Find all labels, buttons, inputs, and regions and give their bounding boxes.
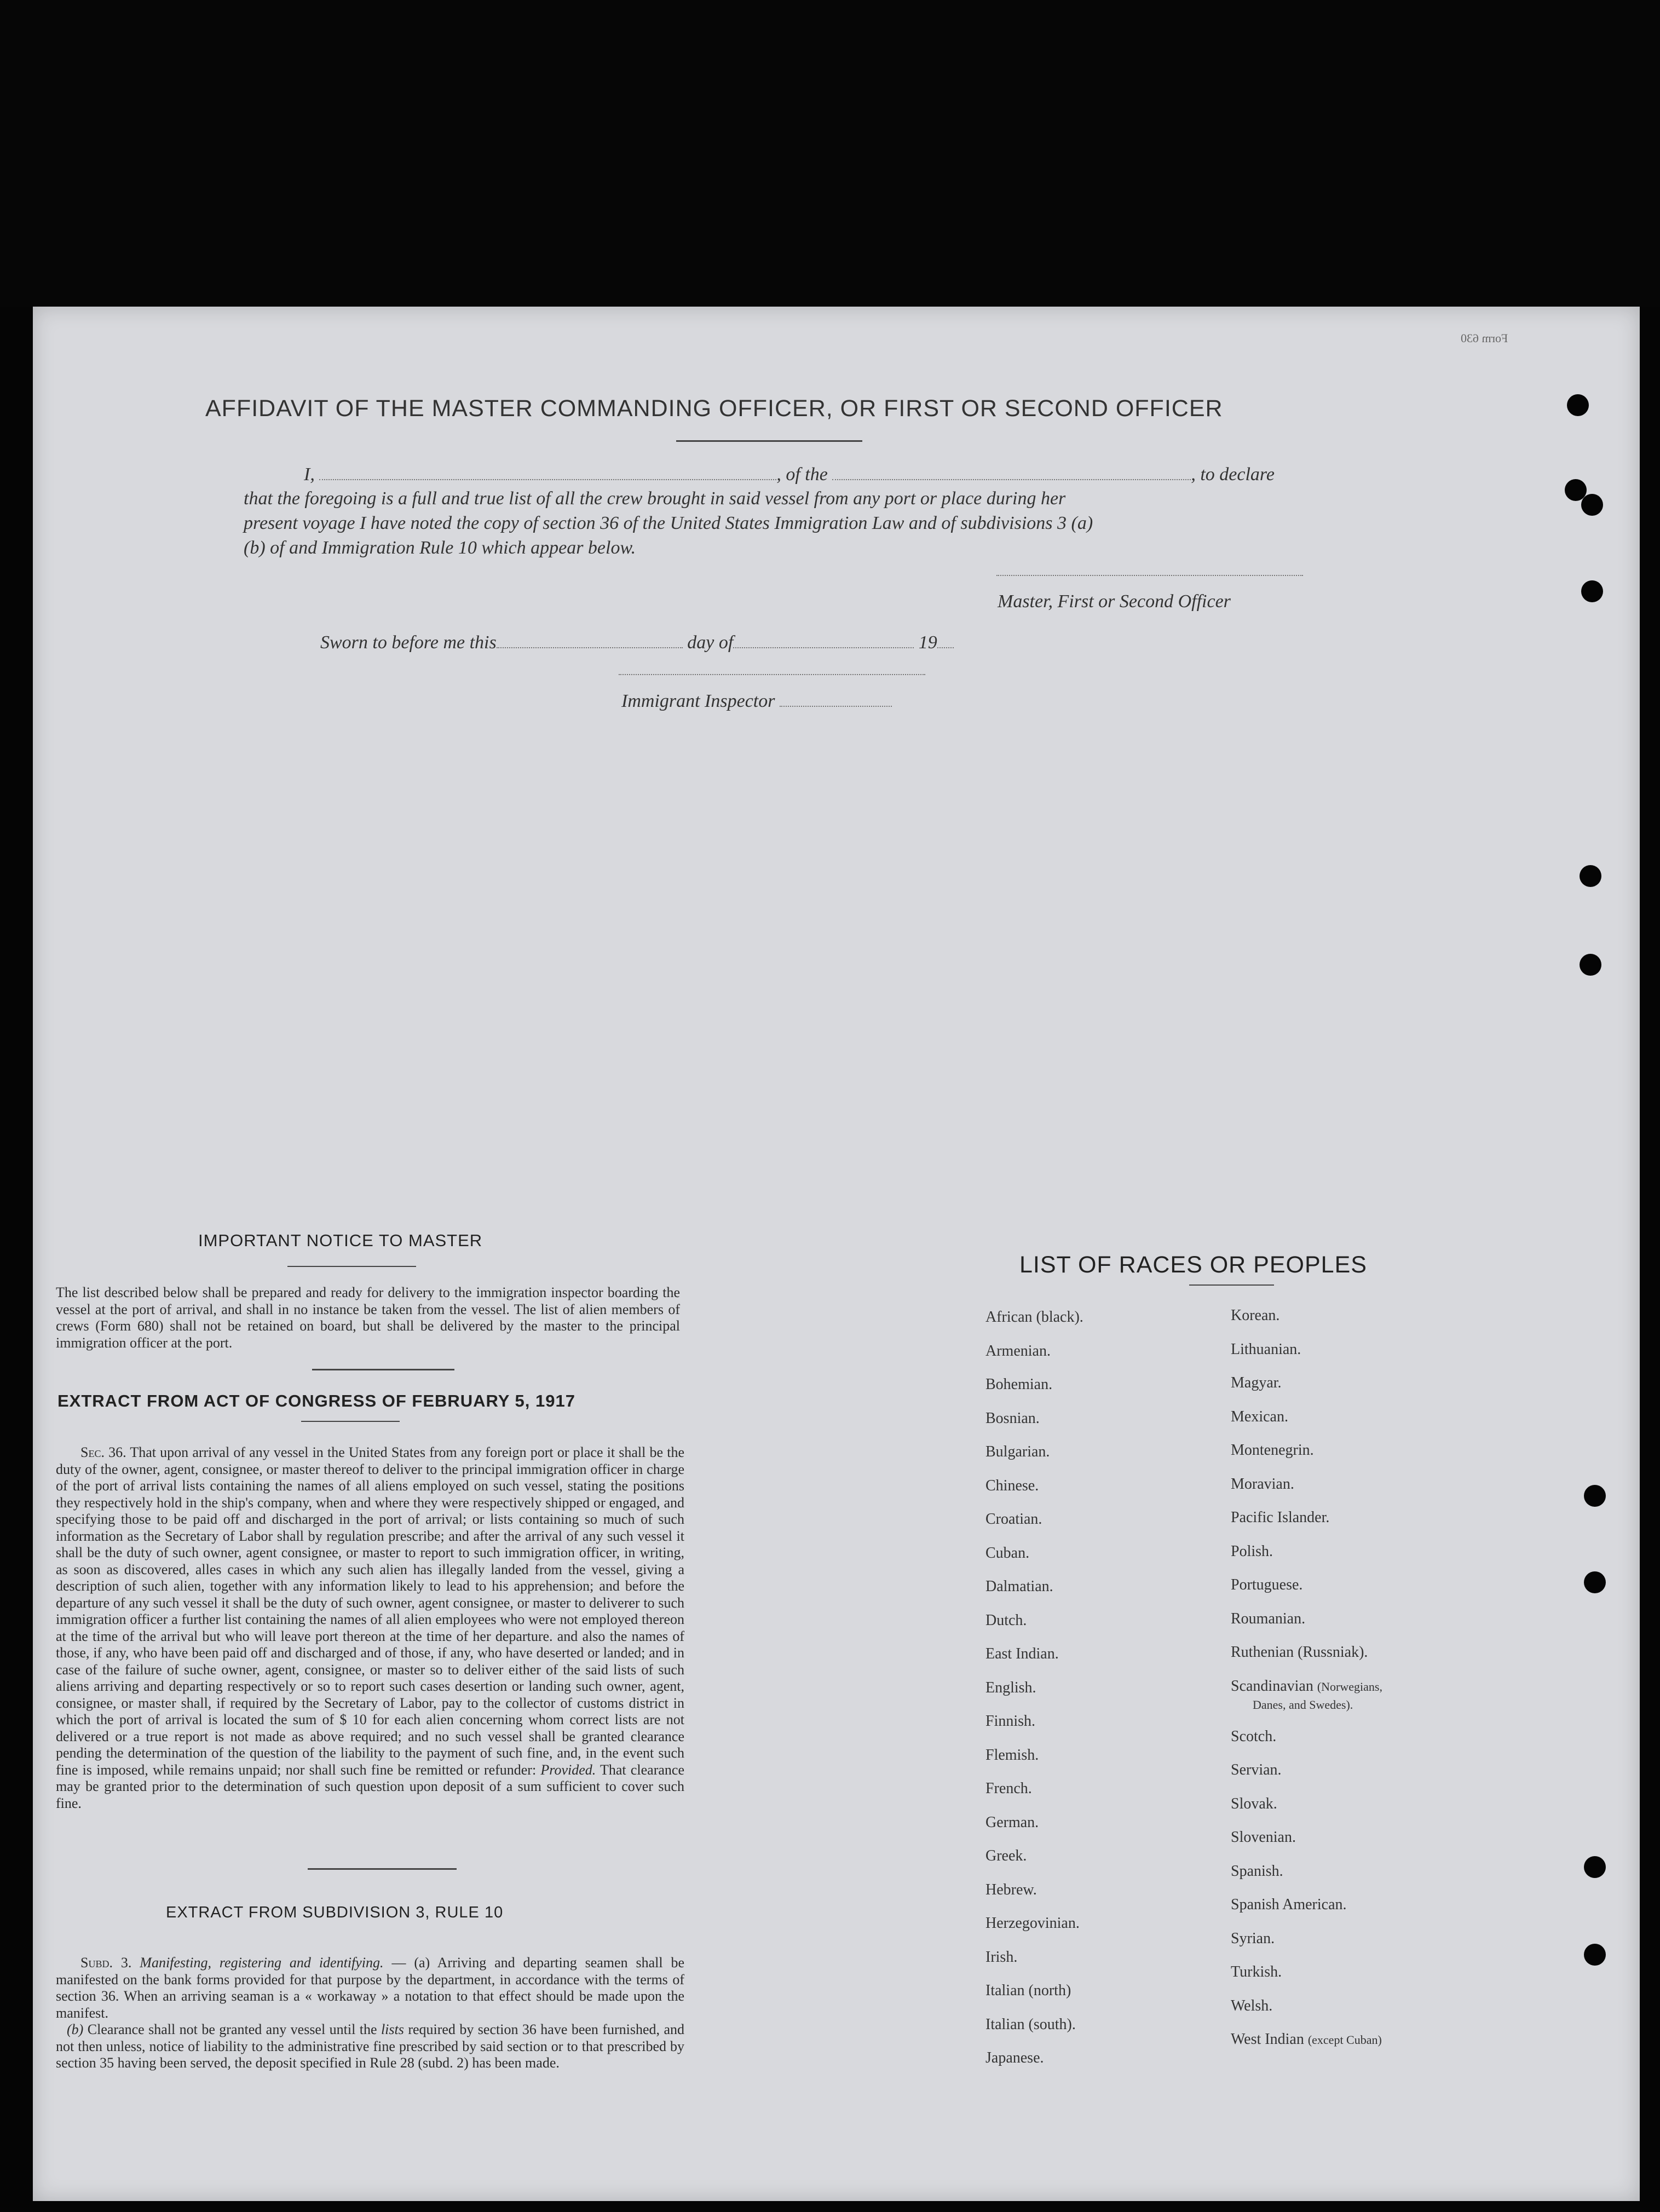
- race-item: German.: [985, 1813, 1039, 1831]
- rule-body: [56, 1955, 684, 2072]
- race-label: West Indian: [1231, 2031, 1304, 2048]
- sworn-month-blank[interactable]: [733, 633, 914, 648]
- race-item: Spanish American.: [1231, 1896, 1347, 1913]
- title-underline: [676, 440, 862, 442]
- rule-para-a: [56, 1955, 684, 2021]
- sworn-line: [320, 632, 954, 653]
- race-item: Cuban.: [985, 1544, 1030, 1562]
- punch-hole: [1584, 1485, 1606, 1507]
- scan-background-top: [0, 0, 1660, 307]
- races-right-column: [1231, 1307, 1382, 2065]
- affidavit-title: AFFIDAVIT OF THE MASTER COMMANDING OFFICER, OR FIRST OR SECOND OFFICER: [205, 395, 1223, 422]
- affidavit-line-3: present voyage I have noted the copy of section 36 of the United States Immigration Law and of subdivisions 3 (a): [244, 513, 1093, 533]
- rule-para-b: [56, 2021, 684, 2072]
- race-item: Lithuanian.: [1231, 1340, 1301, 1358]
- sworn-date-blank[interactable]: [497, 633, 683, 648]
- race-item: Syrian.: [1231, 1929, 1275, 1947]
- race-item: Bulgarian.: [985, 1443, 1050, 1460]
- punch-hole: [1580, 865, 1601, 887]
- race-item: Japanese.: [985, 2049, 1044, 2066]
- rule-para-b-lists: lists: [381, 2021, 404, 2037]
- affidavit-i: I,: [304, 464, 315, 485]
- race-item: East Indian.: [985, 1645, 1059, 1662]
- races-underline: [1189, 1284, 1274, 1286]
- act-section-label: Sec. 36.: [80, 1444, 126, 1460]
- rule-subd-heading: Manifesting, registering and identifying.: [140, 1955, 384, 1971]
- race-item: Montenegrin.: [1231, 1442, 1314, 1459]
- race-item: Korean.: [1231, 1307, 1280, 1324]
- race-item: Slovenian.: [1231, 1829, 1296, 1846]
- notice-title: IMPORTANT NOTICE TO MASTER: [198, 1231, 483, 1250]
- act-section-text: That upon arrival of any vessel in the United States from any foreign port or place it shall be the duty of the owner, agent, consignee, or master thereof to deliver to the principal immigration officer in charge of the port of arrival lists containing the names of all aliens employed on such vessel, stating the positions they respectively hold in the ship's company, when and where they were respectively shipped or engaged, and specifying those to be paid off and discharged in the port of arrival; or lists containing so much of such information as the Secretary of Labor shall by regulation prescribe; and after the arrival of any such vessel it shall be the duty of such owner, agent consignee, or master to report to such immigration officer, in writing, as soon as discovered, alles cases in which any such alien has illegally landed from the vessel, giving a description of such alien, together with any information likely to lead to his apprehension; and before the departure of any such vessel it shall be the duty of such owner, agent consignee, or master to deliverer to such immigration officer a further list containing the names of all alien employees who were not employed thereon at the time of the arrival but who will leave port thereon at the time of her departure. and also the names of those, if any, who have been paid off and discharged and of those, if any, who have deserted or landed; and in case of the failure of suche owner, agent, consignee, or master so to deliver either of the said lists of such aliens arriving and departing respectively or so to report such cases desertion or landing such owner, agent, consignee, or master shall, if required by the Secretary of Labor, pay to the collector of customs district in which the port of arrival is located the sum of $ 10 for each alien concerning whom correct lists are not delivered or a true report is not made as above required; and no such vessel shall be granted clearance pending the determination of the question of the liability to the payment of such fine, and, in the event such fine is imposed, while remains unpaid; nor shall such fine be remitted or refunder:: [56, 1444, 685, 1778]
- notice-underline: [287, 1266, 416, 1267]
- name-blank[interactable]: [319, 465, 776, 480]
- inspector-blank[interactable]: [780, 692, 892, 707]
- races-left-column: [985, 1309, 1083, 2083]
- race-note: (except Cuban): [1307, 2033, 1382, 2047]
- punch-hole: [1581, 494, 1603, 516]
- form-number: Form 630: [1461, 331, 1508, 345]
- act-body: [56, 1444, 684, 1812]
- race-item: Bohemian.: [985, 1376, 1053, 1393]
- race-item: Moravian.: [1231, 1475, 1294, 1493]
- race-item: Finnish.: [985, 1713, 1036, 1730]
- race-item: Chinese.: [985, 1477, 1039, 1494]
- vessel-blank[interactable]: [832, 465, 1191, 480]
- sworn-year-blank[interactable]: [937, 633, 954, 648]
- race-item-scandinavian: [1231, 1678, 1382, 1728]
- race-item: Slovak.: [1231, 1795, 1277, 1812]
- notice-text: The list described below shall be prepared and ready for delivery to the immigration inspector boarding the vessel at the port of arrival, and shall in no instance be taken from the vessel. The list of alien members of crews (Form 680) shall not be retained on board, but shall be delivered by the master to the principal immigration officer at the port.: [56, 1284, 680, 1351]
- race-item: African (black).: [985, 1309, 1083, 1326]
- race-item: Irish.: [985, 1948, 1018, 1966]
- act-divider: [308, 1868, 457, 1870]
- race-item: Italian (north): [985, 1982, 1071, 1999]
- affidavit-declare: , to declare: [1191, 464, 1275, 485]
- race-item: Magyar.: [1231, 1374, 1282, 1391]
- affidavit-line-4: (b) of and Immigration Rule 10 which appear below.: [244, 538, 636, 558]
- sworn-prefix: Sworn to before me this: [320, 632, 497, 653]
- inspector-label: Immigrant Inspector: [621, 691, 775, 711]
- race-item: Welsh.: [1231, 1997, 1273, 2014]
- punch-hole: [1581, 580, 1603, 602]
- race-item: Mexican.: [1231, 1408, 1288, 1425]
- signature-label: Master, First or Second Officer: [998, 591, 1231, 612]
- affidavit-line-1: [304, 464, 1275, 485]
- punch-hole: [1580, 954, 1601, 976]
- race-item: French.: [985, 1780, 1032, 1797]
- race-item: Ruthenian (Russniak).: [1231, 1644, 1368, 1661]
- affidavit-line-2: that the foregoing is a full and true list of all the crew brought in said vessel from any port or place during her: [244, 488, 1066, 509]
- race-item: Servian.: [1231, 1761, 1282, 1778]
- punch-hole: [1584, 1944, 1606, 1966]
- race-item-west-indian: [1231, 2031, 1382, 2065]
- sworn-day-label: day of: [687, 632, 734, 653]
- race-item: Hebrew.: [985, 1881, 1037, 1898]
- race-item: Bosnian.: [985, 1409, 1040, 1427]
- race-item: Pacific Islander.: [1231, 1509, 1330, 1526]
- signature-blank[interactable]: [996, 561, 1303, 576]
- sworn-year-label: 19: [918, 632, 937, 653]
- race-item: Armenian.: [985, 1342, 1051, 1360]
- rule-para-b-post: required by section 36 have been furnished, and not then unless, notice of liability to the administrative fine prescribed by said section or to that prescribed by section 35 having been served, the deposit specified in Rule 28 (subd. 2) has been made.: [56, 2021, 685, 2071]
- act-underline: [301, 1421, 400, 1422]
- punch-hole: [1567, 394, 1589, 416]
- race-item: Polish.: [1231, 1542, 1273, 1560]
- inspector-signature-blank[interactable]: [619, 660, 925, 675]
- race-item: Portuguese.: [1231, 1576, 1303, 1593]
- race-item: Roumanian.: [1231, 1610, 1306, 1627]
- race-item: Dalmatian.: [985, 1578, 1053, 1595]
- punch-hole: [1584, 1856, 1606, 1878]
- rule-para-b-pre: Clearance shall not be granted any vessel until the: [87, 2021, 377, 2037]
- race-item: Turkish.: [1231, 1963, 1282, 1980]
- race-item: Spanish.: [1231, 1862, 1283, 1880]
- race-label: Scandinavian: [1231, 1677, 1313, 1695]
- race-item: Herzegovinian.: [985, 1915, 1080, 1932]
- race-item: Flemish.: [985, 1746, 1039, 1764]
- act-provided-text: That clearance may be granted prior to the determination of such question upon deposit of a sum sufficient to cover such fine.: [56, 1761, 684, 1811]
- punch-hole: [1584, 1571, 1606, 1593]
- race-note: (Norwegians,: [1317, 1679, 1382, 1693]
- rule-para-b-label: (b): [67, 2021, 84, 2037]
- affidavit-of-the: , of the: [776, 464, 828, 485]
- race-item: Croatian.: [985, 1511, 1042, 1528]
- act-provided-label: Provided.: [540, 1761, 596, 1778]
- act-text: [56, 1444, 684, 1812]
- rule-subd-label: Subd. 3.: [80, 1955, 132, 1971]
- race-note: Danes, and Swedes).: [1253, 1697, 1353, 1712]
- races-title: LIST OF RACES OR PEOPLES: [1019, 1252, 1367, 1278]
- race-item: Italian (south).: [985, 2015, 1076, 2033]
- race-item: Dutch.: [985, 1611, 1027, 1629]
- act-extract-title: EXTRACT FROM ACT OF CONGRESS OF FEBRUARY 5, 1917: [57, 1391, 575, 1410]
- rule-para-a-text: — (a) Arriving and departing seamen shall be manifested on the bank forms provided for that purpose by the department, in accordance with the terms of section 36. When an arriving seaman is a « workaway » a notation to that effect should be made upon the manifest.: [56, 1955, 685, 2021]
- race-item: Scotch.: [1231, 1727, 1277, 1745]
- race-item: Greek.: [985, 1847, 1027, 1864]
- inspector-line: [621, 691, 892, 712]
- race-item: English.: [985, 1679, 1036, 1696]
- notice-divider: [312, 1369, 454, 1370]
- rule-extract-title: EXTRACT FROM SUBDIVISION 3, RULE 10: [166, 1904, 504, 1921]
- notice-body: [56, 1284, 680, 1351]
